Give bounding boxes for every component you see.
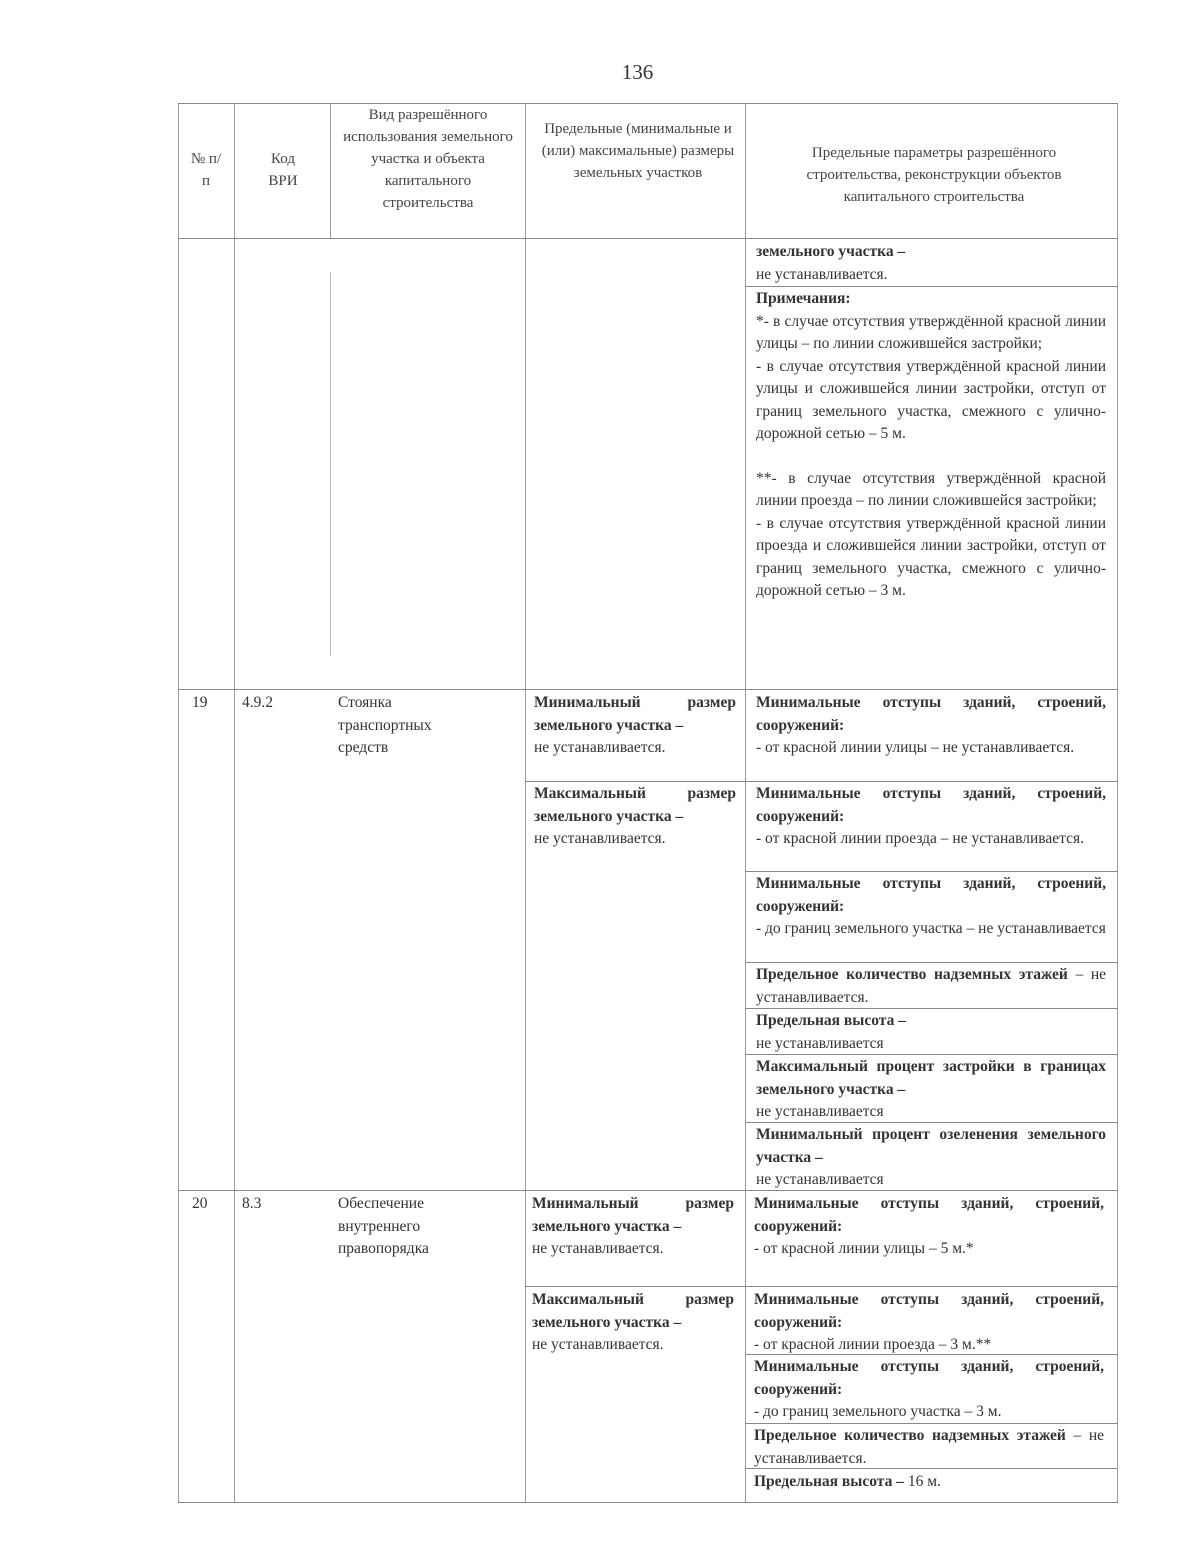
note-4: - в случае отсутствия утверждённой красной линии проезда и сложившейся линии застройки, отступ от границ земельного участка, смежного с улично-дорожной сетью – 3 м. [756, 514, 1106, 599]
row20-param-4 [754, 1425, 1104, 1470]
row19-size-max [534, 783, 736, 851]
note-3: **- в случае отсутствия утверждённой красной линии проезда – по линии сложившейся застройки; [756, 469, 1106, 509]
row19-size-max-title: Максимальный размер земельного участка – [534, 785, 736, 825]
row20-size-min-value: не устанавливается. [532, 1240, 664, 1257]
header-num: № п/п [190, 151, 222, 189]
row20-name: Обеспечение внутреннего правопорядка [338, 1195, 429, 1257]
row19-param-3 [756, 873, 1106, 941]
row20-size-max [532, 1289, 734, 1357]
row19-param-5 [756, 1010, 1106, 1055]
row19-param-3-title: Минимальные отступы зданий, строений, сооружений: [756, 875, 1106, 915]
row19-num: 19 [192, 694, 208, 711]
row19-param-1 [756, 692, 1106, 760]
row20-size-min [532, 1193, 734, 1261]
row20-param-3-title: Минимальные отступы зданий, строений, сооружений: [754, 1358, 1104, 1398]
row20-param-1-value: - от красной линии улицы – 5 м.* [754, 1240, 974, 1257]
row19-param-3-value: - до границ земельного участка – не устанавливается [756, 920, 1106, 937]
row19-size-max-value: не устанавливается. [534, 830, 666, 847]
row19-param-7-title: Минимальный процент озеленения земельного участка – [756, 1126, 1106, 1166]
row20-size-max-value: не устанавливается. [532, 1336, 664, 1353]
row19-size-min [534, 692, 736, 760]
row19-param-4-title: Предельное количество надземных этажей [756, 966, 1068, 983]
row19-param-4-value: – не устанавливается. [756, 966, 1106, 1006]
row19-param-2-title: Минимальные отступы зданий, строений, сооружений: [756, 785, 1106, 825]
row20-param-3 [754, 1356, 1104, 1424]
row19-name: Стоянка транспортных средств [338, 694, 432, 756]
row19-size-min-value: не устанавливается. [534, 739, 666, 756]
row19-param-2-value: - от красной линии проезда – не устанавливается. [756, 830, 1084, 847]
row20-param-1 [754, 1193, 1104, 1261]
header-parameters: Предельные параметры разрешённого строительства, реконструкции объектов капитального строительства [806, 145, 1062, 205]
row20-param-2-value: - от красной линии проезда – 3 м.** [754, 1336, 992, 1353]
row20-param-2-title: Минимальные отступы зданий, строений, сооружений: [754, 1291, 1104, 1331]
notes-block [756, 288, 1106, 603]
row20-size-max-title: Максимальный размер земельного участка – [532, 1291, 734, 1331]
continuation-param [756, 241, 1108, 286]
row20-num: 20 [192, 1195, 208, 1212]
row20-param-3-value: - до границ земельного участка – 3 м. [754, 1403, 1002, 1420]
row19-param-5-value: не устанавливается [756, 1034, 884, 1052]
header-plot-sizes: Предельные (минимальные и (или) максимальные) размеры земельных участков [541, 121, 735, 181]
row20-code: 8.3 [242, 1195, 262, 1212]
row20-param-2 [754, 1289, 1104, 1357]
row19-param-1-value: - от красной линии улицы – не устанавливается. [756, 739, 1075, 756]
row19-param-6-title: Максимальный процент застройки в границах земельного участка – [756, 1058, 1106, 1098]
header-use-type: Вид разрешённого использования земельного участка и объекта капитального строительства [343, 107, 513, 211]
header-code: Код ВРИ [268, 151, 298, 189]
row19-param-7-value: не устанавливается [756, 1171, 884, 1188]
row20-param-1-title: Минимальные отступы зданий, строений, сооружений: [754, 1195, 1104, 1235]
continuation-param-value: не устанавливается. [756, 265, 888, 283]
row20-param-5 [754, 1471, 1104, 1494]
row19-param-6-value: не устанавливается [756, 1103, 884, 1120]
row20-size-min-title: Минимальный размер земельного участка – [532, 1195, 734, 1235]
row19-size-min-title: Минимальный размер земельного участка – [534, 694, 736, 734]
row20-param-5-value: 16 м. [903, 1473, 941, 1490]
row20-param-4-title: Предельное количество надземных этажей [754, 1427, 1066, 1444]
note-2: - в случае отсутствия утверждённой красной линии улицы и сложившейся линии застройки, отступ от границ земельного участка, смежного с улично-дорожной сетью – 5 м. [756, 357, 1106, 442]
row19-param-4 [756, 964, 1106, 1009]
row19-param-5-title: Предельная высота – [756, 1012, 906, 1029]
row19-param-1-title: Минимальные отступы зданий, строений, сооружений: [756, 694, 1106, 734]
row20-param-5-title: Предельная высота – [754, 1473, 904, 1490]
row19-param-6 [756, 1056, 1106, 1124]
note-1: *- в случае отсутствия утверждённой красной линии улицы – по линии сложившейся застройки; [756, 312, 1106, 352]
row19-param-2 [756, 783, 1106, 851]
page-number: 136 [621, 60, 654, 84]
continuation-param-title: земельного участка – [756, 243, 906, 260]
row20-param-4-value: – не устанавливается. [754, 1427, 1104, 1467]
notes-title: Примечания: [756, 290, 851, 307]
row19-code: 4.9.2 [242, 694, 273, 711]
row19-param-7 [756, 1124, 1106, 1192]
